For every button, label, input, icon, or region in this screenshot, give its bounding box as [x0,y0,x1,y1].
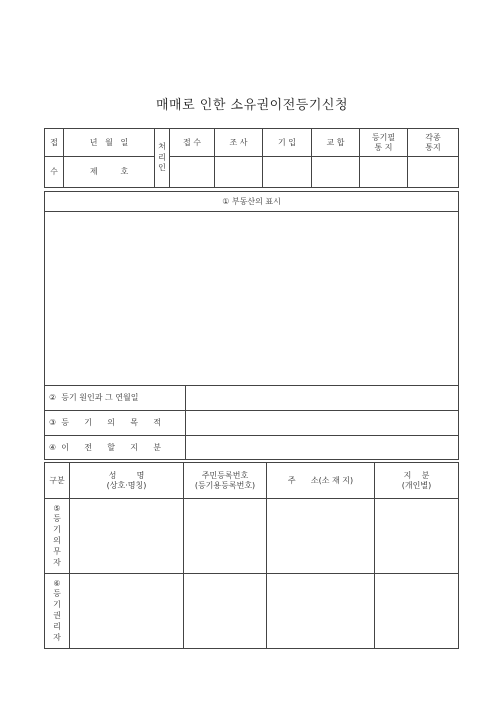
reception-date-label: 년 월 일 [64,129,155,157]
reception-label-bottom: 수 [45,157,64,188]
obligor-id-field[interactable] [184,499,267,574]
step-header: 등기필 통 지 [360,129,408,157]
name-header [70,463,184,499]
transfer-share-label: ④ 이 전 할 지 분 [45,436,186,460]
reception-table [44,128,459,188]
step-cell[interactable] [360,157,408,188]
step-cell[interactable] [408,157,459,188]
step-header: 각종 통지 [408,129,459,157]
obligee-name-field[interactable] [70,574,184,649]
reception-label-top: 접 [45,129,64,157]
processor-label-char: 인 [158,163,166,173]
processor-label-char: 리 [158,152,166,162]
property-section-header: ① 부동산의 표시 [45,192,459,212]
processor-label-char: 처 [158,141,166,151]
obligor-name-field[interactable] [70,499,184,574]
step-cell[interactable] [263,157,312,188]
purpose-label: ③ 등 기 의 목 적 [45,411,186,436]
obligee-id-field[interactable] [184,574,267,649]
share-header [375,463,459,499]
id-number-header-line: 주민등록번호 [201,470,249,480]
obligee-share-field[interactable] [375,574,459,649]
step-cell[interactable] [215,157,263,188]
name-header-line: 성 명 [108,470,145,480]
property-description-area[interactable] [45,212,459,386]
processor-label [155,129,170,188]
name-header-sub: (상호·명칭) [106,480,147,490]
address-header: 주 소(소 재 지) [267,463,375,499]
step-header: 접 수 [170,129,215,157]
step-header: 기 입 [263,129,312,157]
obligor-address-field[interactable] [267,499,375,574]
share-header-sub: (개인별) [401,480,432,490]
main-table [44,191,459,460]
obligee-address-field[interactable] [267,574,375,649]
step-cell[interactable] [312,157,360,188]
transfer-share-field[interactable] [186,436,459,460]
obligor-label: ⑤ 등 기 의 무 자 [45,499,70,574]
step-header: 교 합 [312,129,360,157]
id-number-header [184,463,267,499]
step-header: 조 사 [215,129,263,157]
obligor-share-field[interactable] [375,499,459,574]
cause-field[interactable] [186,386,459,411]
obligee-label: ⑥ 등 기 권 리 자 [45,574,70,649]
share-header-line: 지 분 [403,470,430,480]
reception-number-label: 제 호 [64,157,155,188]
step-cell[interactable] [170,157,215,188]
id-number-header-sub: (등기용등록번호) [194,480,256,490]
purpose-field[interactable] [186,411,459,436]
page-title: 매매로 인한 소유권이전등기신청 [155,98,349,113]
cause-label: ② 등기 원인과 그 연월일 [45,386,186,411]
parties-table [44,462,459,649]
category-header: 구분 [45,463,70,499]
